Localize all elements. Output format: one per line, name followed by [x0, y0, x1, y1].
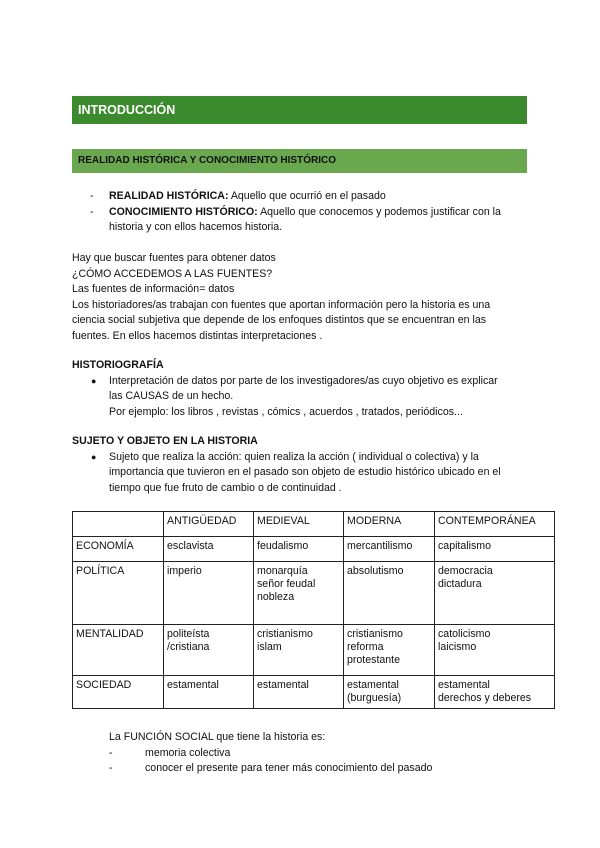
text-line: Hay que buscar fuentes para obtener datos: [72, 252, 276, 264]
table-row: [73, 625, 555, 676]
table-cell: [344, 625, 435, 676]
text-line: Sujeto que realiza la acción: quien realiza la acción ( individual o colectiva) y la: [109, 450, 479, 463]
table-header-cell: ANTIGÜEDAD: [164, 512, 254, 537]
table-cell: [435, 562, 555, 625]
sujeto-title: SUJETO Y OBJETO EN LA HISTORIA: [72, 435, 258, 447]
sujeto-section: [72, 434, 532, 496]
text-line: ciencia social subjetiva que depende de los enfoques distintos que se encuentran en las: [72, 314, 487, 326]
cell-line: islam: [257, 641, 282, 653]
cell-line: monarquía: [257, 565, 308, 577]
cell-line: cristianismo: [347, 628, 403, 640]
cell-line: estamental: [167, 679, 219, 691]
text-line: Por ejemplo: los libros , revistas , cómics , acuerdos , tratados, periódicos...: [109, 405, 463, 418]
table-cell: [164, 676, 254, 709]
intro-title: INTRODUCCIÓN: [78, 103, 176, 117]
cell-line: nobleza: [257, 591, 295, 603]
historiografia-title: HISTORIOGRAFÍA: [72, 359, 164, 371]
cell-line: estamental: [438, 679, 490, 691]
list-item: [72, 374, 532, 421]
cell-line: catolicismo: [438, 628, 491, 640]
table-cell: [164, 562, 254, 625]
historiografia-section: [72, 358, 532, 420]
table-header-cell: CONTEMPORÁNEA: [435, 512, 555, 537]
cell-line: protestante: [347, 654, 401, 666]
cell-line: estamental: [257, 679, 309, 691]
table-row: [73, 562, 555, 625]
table-cell: [435, 537, 555, 562]
table-cell: [435, 676, 555, 709]
eras-table: [72, 511, 555, 709]
cell-line: mercantilismo: [347, 540, 413, 552]
cell-line: laicismo: [438, 641, 477, 653]
row-label: ECONOMÍA: [73, 537, 164, 562]
text-line: Interpretación de datos por parte de los investigadores/as cuyo objetivo es explicar: [109, 374, 498, 387]
table-cell: [344, 562, 435, 625]
list-item: [109, 746, 529, 762]
list-marker: -: [90, 205, 94, 218]
funcion-social-section: [109, 730, 529, 777]
definition-item: [90, 205, 520, 236]
cell-line: democracia: [438, 565, 493, 577]
text-line: las CAUSAS de un hecho.: [109, 390, 234, 402]
section-title: REALIDAD HISTÓRICA Y CONOCIMIENTO HISTÓRICO: [78, 155, 336, 166]
row-label: MENTALIDAD: [73, 625, 164, 676]
row-label: SOCIEDAD: [73, 676, 164, 709]
list-item: [72, 450, 532, 497]
row-label: POLÍTICA: [73, 562, 164, 625]
text-line: importancia que tuvieron en el pasado son objeto de estudio histórico ubicado en el: [109, 466, 501, 478]
cell-line: derechos y deberes: [438, 692, 532, 704]
cell-line: cristianismo: [257, 628, 313, 640]
intro-header: [72, 96, 527, 124]
cell-line: imperio: [167, 565, 202, 577]
table-header-cell: MEDIEVAL: [254, 512, 344, 537]
cell-line: capitalismo: [438, 540, 491, 552]
list-marker: -: [109, 746, 113, 759]
bullet-icon: ●: [91, 375, 97, 386]
list-item-text: memoria colectiva: [145, 746, 231, 759]
definition-text: historia y con ellos hacemos historia.: [109, 221, 283, 233]
table-cell: [164, 537, 254, 562]
cell-line: feudalismo: [257, 540, 309, 552]
definition-text: Aquello que conocemos y podemos justificar con la: [260, 205, 501, 218]
table-cell: [254, 537, 344, 562]
list-item-text: conocer el presente para tener más conocimiento del pasado: [145, 762, 433, 774]
definition-item: [90, 189, 520, 205]
funcion-intro: La FUNCIÓN SOCIAL que tiene la historia es:: [109, 731, 326, 743]
cell-line: esclavista: [167, 540, 214, 552]
sources-paragraph: [72, 251, 522, 344]
cell-line: reforma: [347, 641, 384, 653]
table-cell: [254, 562, 344, 625]
table-cell: [254, 625, 344, 676]
table-cell: [344, 676, 435, 709]
table-cell: [344, 537, 435, 562]
cell-line: (burguesía): [347, 692, 402, 704]
text-line: tiempo que fue fruto de cambio o de continuidad .: [109, 481, 342, 494]
definitions-list: [90, 189, 520, 236]
text-line: Las fuentes de información= datos: [72, 283, 235, 295]
text-line: Los historiadores/as trabajan con fuentes que aportan información pero la historia es una: [72, 298, 491, 311]
text-line: ¿CÓMO ACCEDEMOS A LAS FUENTES?: [72, 267, 273, 280]
list-item: [109, 761, 529, 777]
table-cell: [254, 676, 344, 709]
section-header: [72, 149, 527, 173]
cell-line: señor feudal: [257, 578, 316, 590]
table-cell: [164, 625, 254, 676]
table-row: [73, 676, 555, 709]
table-cell: [435, 625, 555, 676]
bullet-icon: ●: [91, 451, 97, 462]
cell-line: /cristiana: [167, 641, 210, 653]
definition-text: Aquello que ocurrió en el pasado: [230, 190, 386, 202]
cell-line: estamental: [347, 679, 399, 691]
definition-term: CONOCIMIENTO HISTÓRICO:: [109, 205, 258, 218]
list-marker: -: [109, 762, 113, 774]
table-header-row: [73, 512, 555, 537]
cell-line: absolutismo: [347, 565, 404, 577]
text-line: fuentes. En ellos hacemos distintas interpretaciones .: [72, 329, 323, 342]
table-header-cell: MODERNA: [344, 512, 435, 537]
table-header-cell: [73, 512, 164, 537]
cell-line: politeísta: [167, 628, 210, 640]
table-row: [73, 537, 555, 562]
cell-line: dictadura: [438, 578, 482, 590]
definition-term: REALIDAD HISTÓRICA:: [109, 190, 229, 202]
list-marker: -: [90, 190, 94, 202]
